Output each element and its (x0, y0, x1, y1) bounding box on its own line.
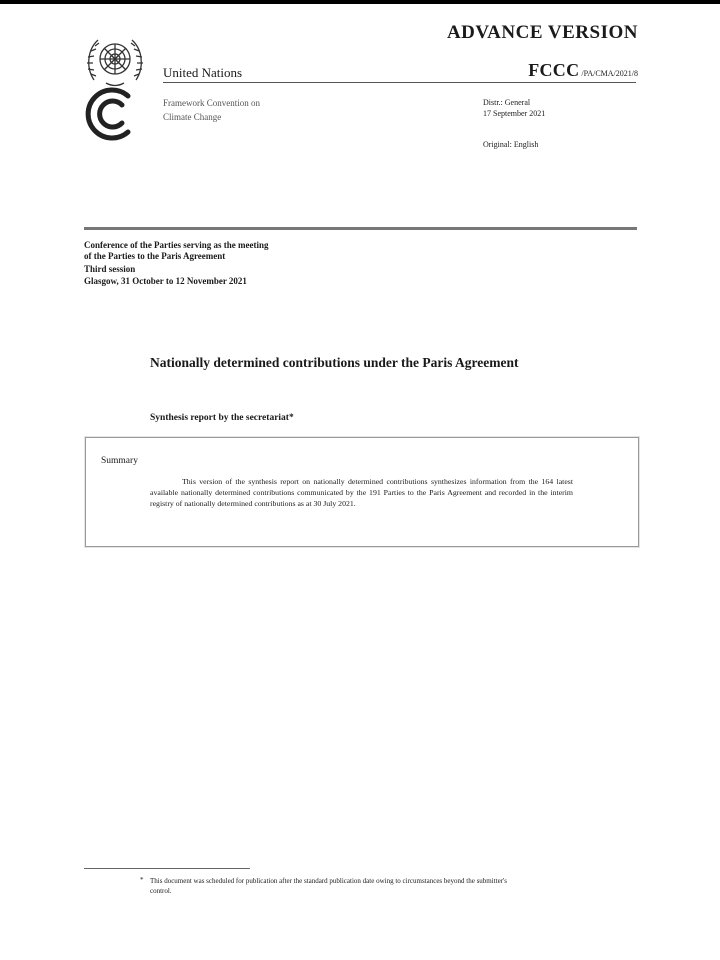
advance-version-label: ADVANCE VERSION (446, 22, 638, 43)
section-divider (84, 227, 637, 230)
original-language: Original: English (483, 140, 539, 149)
un-emblem-icon (84, 30, 146, 92)
session-body-line2: of the Parties to the Paris Agreement (84, 251, 226, 261)
distribution-label: Distr.: General (483, 98, 531, 107)
summary-label: Summary (101, 456, 138, 466)
document-subtitle: Synthesis report by the secretariat* (150, 413, 294, 423)
symbol-number: /PA/CMA/2021/8 (581, 69, 638, 78)
summary-text: This version of the synthesis report on nationally determined contributions synthesizes information from the 164 latest available nationally determined contributions communicated by the 191 Parties to the Paris Agreement and recorded in the interim registry of nationally determined contributions as at 30 July 2021. (150, 477, 573, 508)
session-number: Third session (84, 264, 136, 274)
session-place-dates: Glasgow, 31 October to 12 November 2021 (84, 276, 247, 286)
footnote-text: This document was scheduled for publication after the standard publication date owing to circumstances beyond the submitter's control. (150, 877, 507, 895)
document-title: Nationally determined contributions under the Paris Agreement (150, 355, 519, 370)
footnote-marker: * (140, 876, 144, 884)
convention-name-line2: Climate Change (163, 112, 222, 122)
document-date: 17 September 2021 (483, 109, 546, 118)
document-symbol (440, 60, 638, 81)
top-border (0, 0, 720, 4)
convention-name-line1: Framework Convention on (163, 98, 260, 108)
footnote-divider (84, 868, 250, 869)
unfccc-emblem-icon (84, 86, 140, 142)
organization-name: United Nations (163, 65, 243, 80)
symbol-main: FCCC (528, 60, 580, 80)
session-body-line1: Conference of the Parties serving as the meeting (84, 240, 269, 250)
header-divider (163, 82, 636, 83)
